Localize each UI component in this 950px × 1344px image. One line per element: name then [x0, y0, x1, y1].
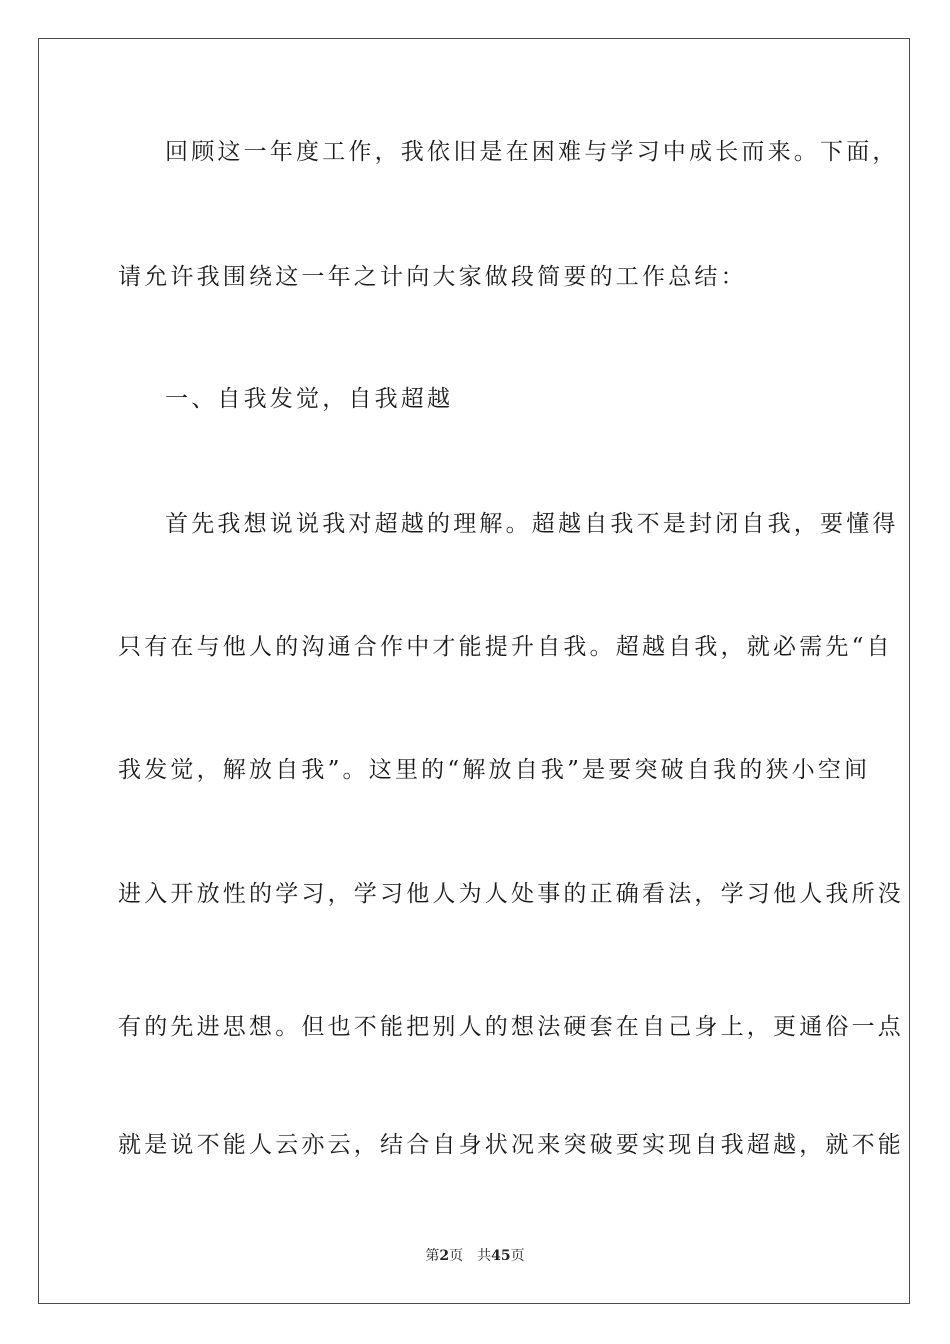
page-prefix: 第 — [425, 1248, 440, 1264]
total-pages: 45 — [491, 1248, 511, 1264]
body-line-4: 首先我想说说我对超越的理解。超越自我不是封闭自我，要懂得 — [165, 511, 899, 537]
page-suffix: 页 — [449, 1248, 464, 1264]
section-heading: 一、自我发觉，自我超越 — [165, 386, 454, 412]
page-border — [38, 38, 910, 1304]
total-suffix: 页 — [510, 1248, 525, 1264]
body-line-2: 请允许我围绕这一年之计向大家做段简要的工作总结： — [118, 264, 747, 290]
total-prefix: 共 — [477, 1248, 492, 1264]
body-line-8: 有的先进思想。但也不能把别人的想法硬套在自己身上，更通俗一点 — [118, 1014, 904, 1040]
page-number: 2 — [439, 1248, 450, 1264]
page-footer — [0, 1247, 950, 1265]
body-line-7: 进入开放性的学习，学习他人为人处事的正确看法，学习他人我所没 — [118, 881, 904, 907]
body-line-6: 我发觉，解放自我”。这里的“解放自我”是要突破自我的狭小空间 — [118, 757, 871, 783]
body-line-1: 回顾这一年度工作，我依旧是在困难与学习中成长而来。下面， — [165, 139, 899, 165]
body-line-9: 就是说不能人云亦云，结合自身状况来突破要实现自我超越，就不能 — [118, 1132, 904, 1158]
body-line-5: 只有在与他人的沟通合作中才能提升自我。超越自我，就必需先“自 — [118, 634, 893, 660]
